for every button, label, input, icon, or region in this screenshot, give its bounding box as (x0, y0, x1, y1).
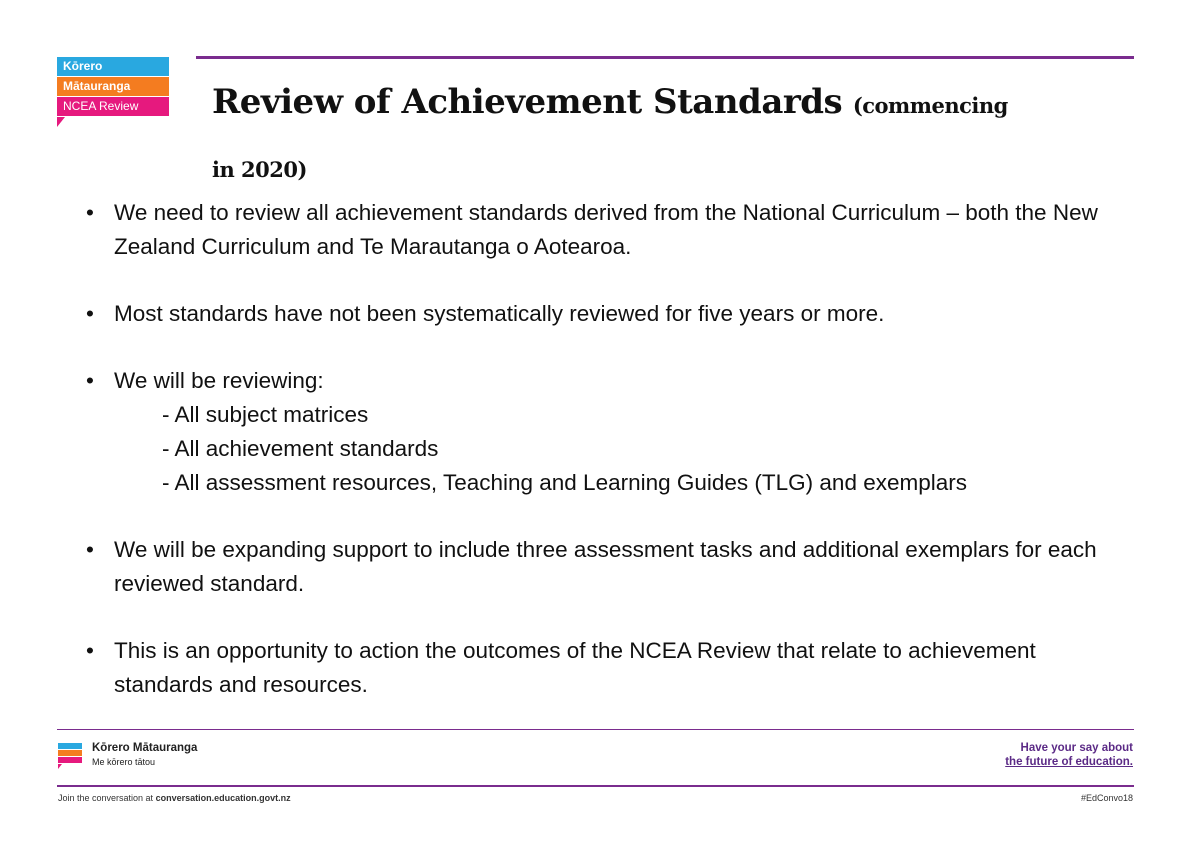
bullet-point (84, 634, 1114, 702)
footer-logo-icon (58, 743, 82, 770)
join-link[interactable]: conversation.education.govt.nz (155, 793, 291, 803)
bullet-list (84, 196, 1114, 735)
bullet-text: Most standards have not been systematically reviewed for five years or more. (114, 301, 885, 326)
logo-speech-tail-icon (57, 117, 65, 127)
title-main: Review of Achievement Standards (212, 82, 843, 122)
page-title (212, 72, 1132, 200)
logo-line-korero: Kōrero (57, 57, 169, 76)
title-sub-part2: in 2020) (212, 157, 307, 182)
logo-line-matauranga: Mātauranga (57, 77, 169, 96)
review-item: - All achievement standards (162, 436, 439, 461)
tagline-line2: the future of education. (1005, 756, 1133, 768)
join-label: Join the conversation at (58, 793, 154, 803)
ncea-review-logo (57, 57, 169, 127)
bullet-text: We need to review all achievement standards derived from the National Curriculum – both the New Zealand Curriculum and Te Marautanga o Aotearoa. (114, 200, 1098, 259)
footer-divider-bottom (57, 785, 1134, 787)
bullet-point (84, 196, 1114, 264)
bullet-text: This is an opportunity to action the outcomes of the NCEA Review that relate to achievement standards and resources. (114, 638, 1036, 697)
footer-join-text (58, 793, 291, 803)
footer-hashtag: #EdConvo18 (1080, 793, 1133, 803)
logo-line-ncea-review: NCEA Review (57, 97, 169, 116)
footer-divider-top (57, 729, 1134, 730)
footer-brand: Kōrero Mātauranga (92, 742, 198, 754)
footer-tagline (1005, 741, 1133, 769)
bullet-point (84, 364, 1114, 500)
bullet-text: We will be expanding support to include three assessment tasks and additional exemplars for each reviewed standard. (114, 537, 1097, 596)
tagline-line1: Have your say about (1020, 742, 1133, 754)
header-divider (196, 56, 1134, 59)
bullet-text: We will be reviewing: (114, 368, 324, 393)
bullet-point (84, 533, 1114, 601)
review-items-list (114, 398, 1114, 500)
bullet-point (84, 297, 1114, 331)
title-sub-part1: (commencing (852, 93, 1008, 118)
review-item: - All assessment resources, Teaching and Learning Guides (TLG) and exemplars (162, 470, 967, 495)
footer-brand-subtitle: Me kōrero tātou (92, 757, 156, 767)
review-item: - All subject matrices (162, 402, 369, 427)
